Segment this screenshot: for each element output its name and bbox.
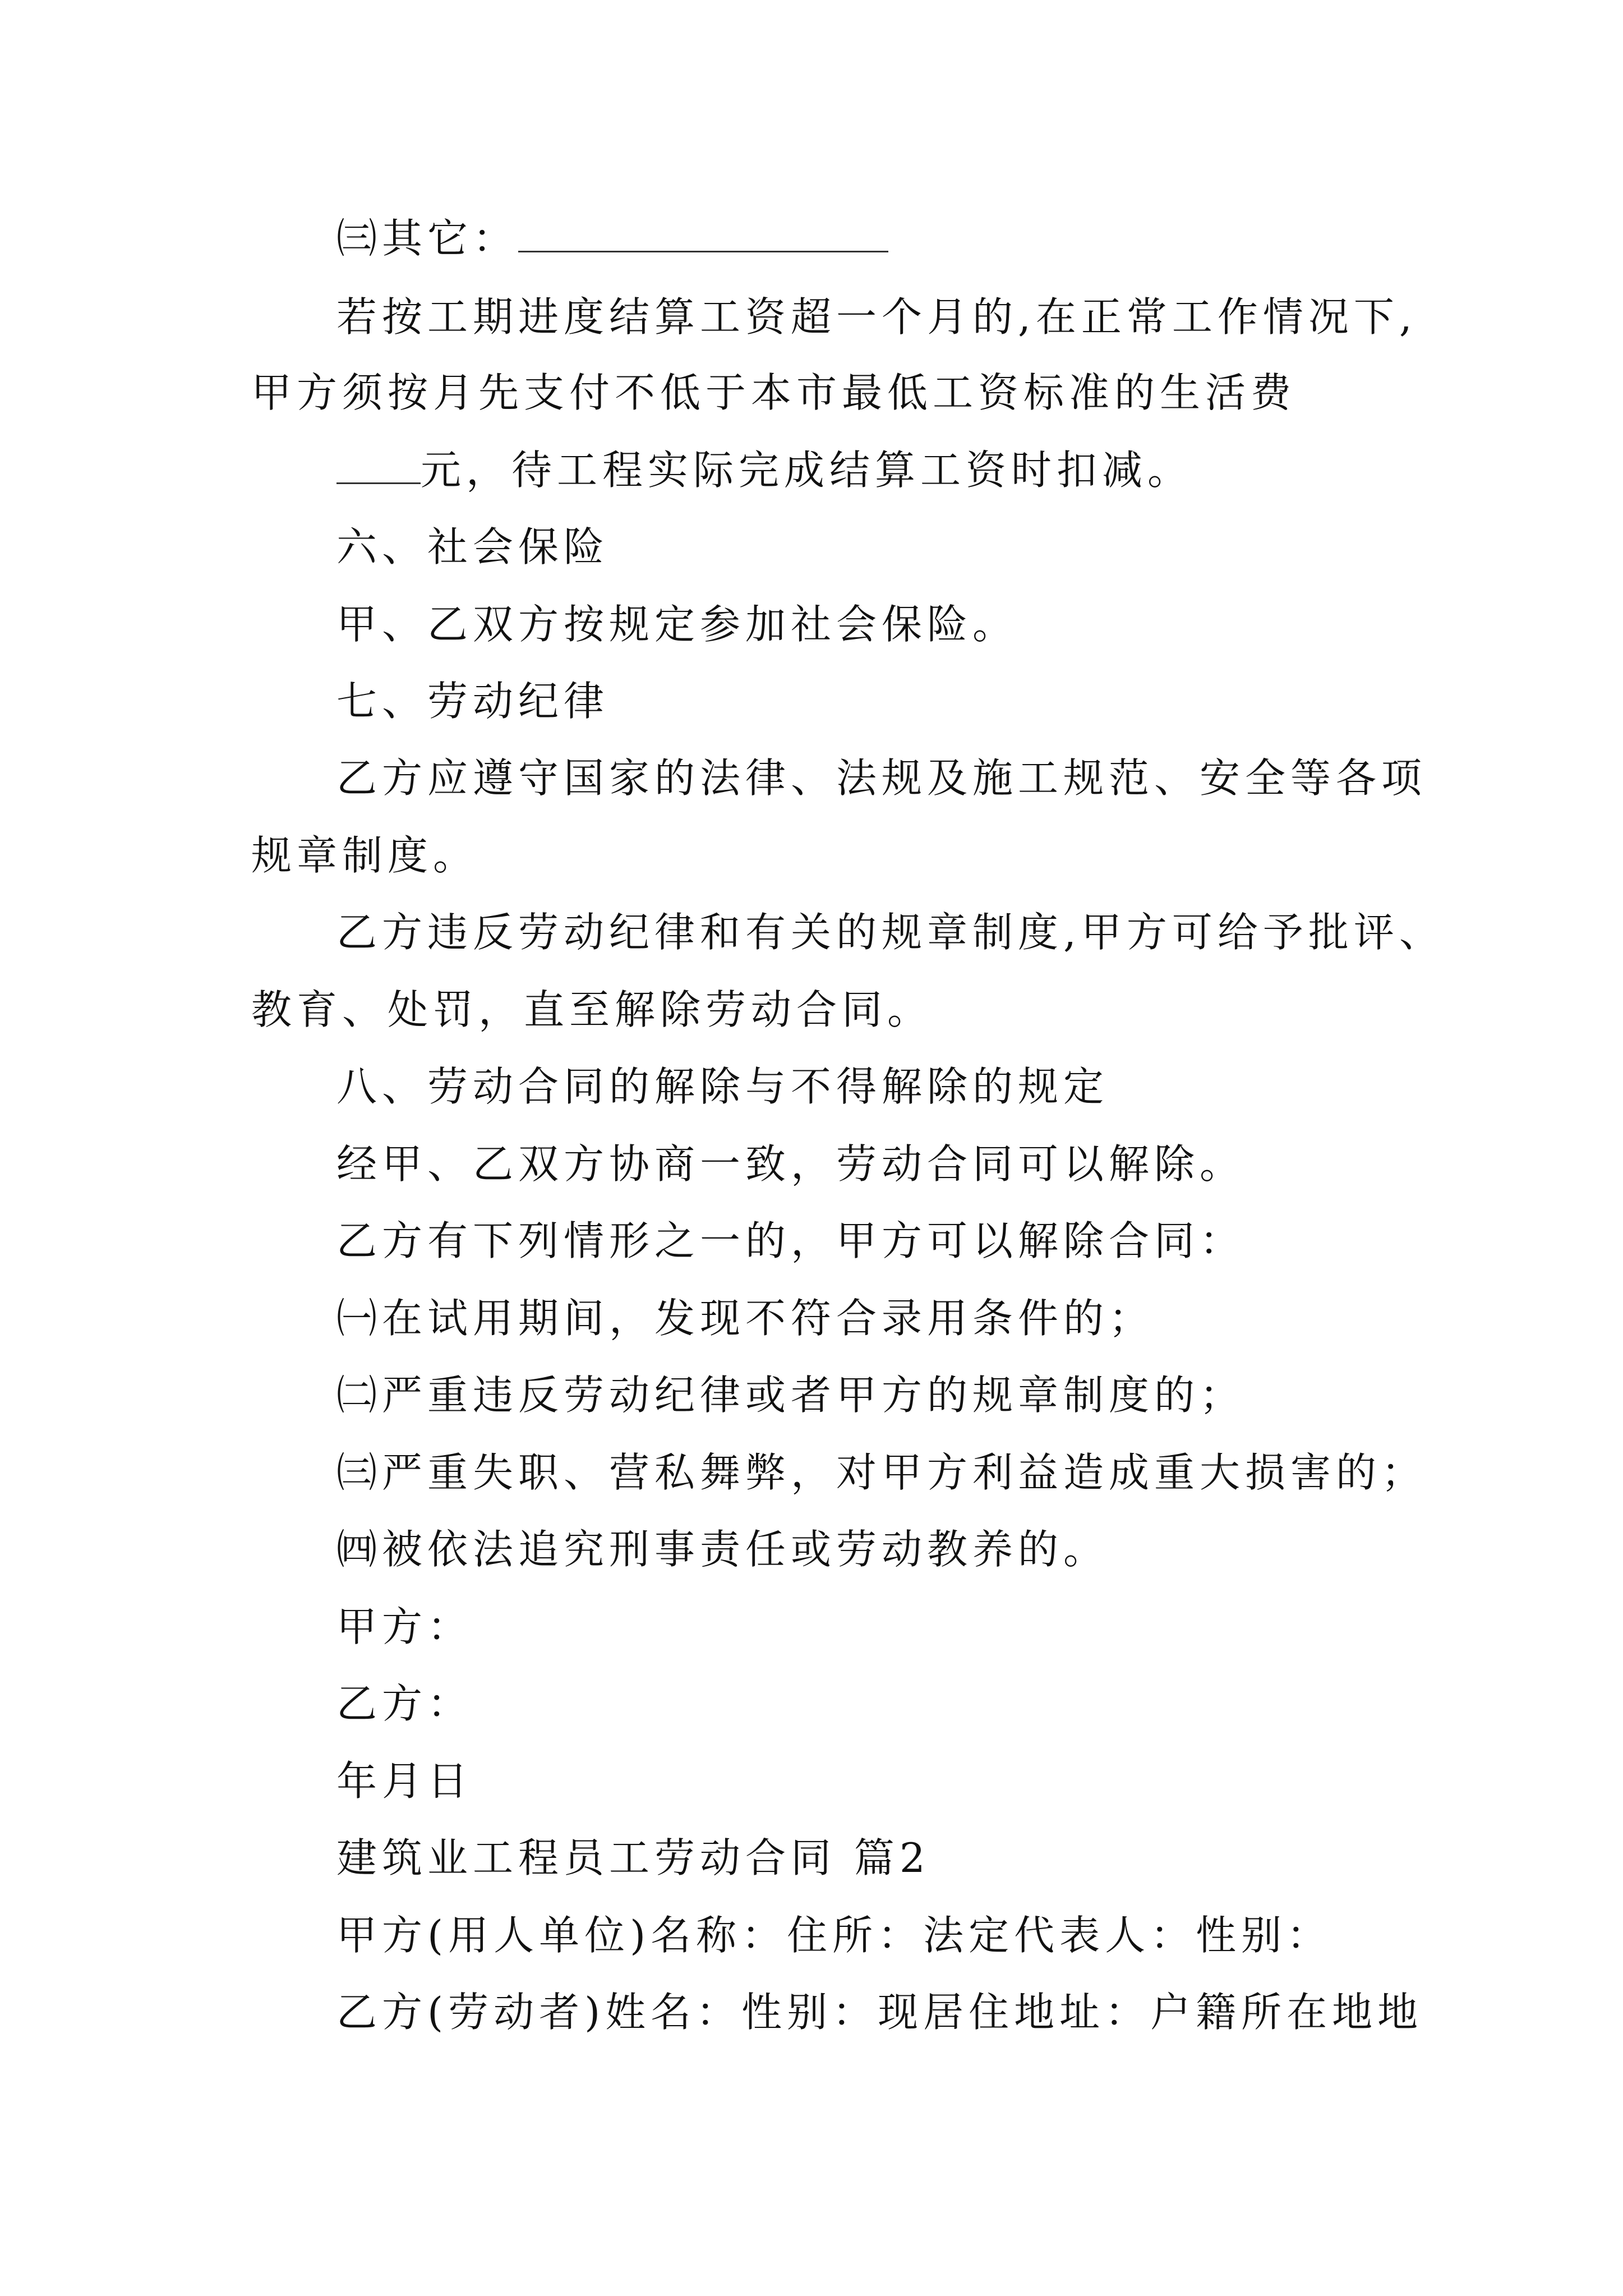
clause-other-text: ㈢其它： <box>336 215 519 262</box>
paragraph-line-amount <box>336 445 1193 495</box>
paragraph-line: 乙方有下列情形之一的，甲方可以解除合同： <box>336 1217 1246 1264</box>
paragraph-line: 教育、处罚，直至解除劳动合同。 <box>251 986 933 1033</box>
list-item: ㈠在试用期间，发现不符合录用条件的； <box>336 1295 1155 1342</box>
paragraph-line: 甲、乙双方按规定参加社会保险。 <box>336 601 1018 648</box>
list-item: ㈣被依法追究刑事责任或劳动教养的。 <box>336 1526 1109 1573</box>
paragraph-line: 乙方(劳动者)姓名：性别：现居住地址：户籍所在地地 <box>336 1989 1423 2036</box>
signature-party-a: 甲方： <box>336 1603 473 1650</box>
paragraph-line: 甲方(用人单位)名称：住所：法定代表人：性别： <box>336 1912 1332 1959</box>
signature-party-b: 乙方： <box>336 1680 473 1727</box>
paragraph-line: 规章制度。 <box>251 832 479 879</box>
contract-title-part-2: 建筑业工程员工劳动合同 篇2 <box>336 1834 930 1881</box>
list-item: ㈢严重失职、营私舞弊，对甲方利益造成重大损害的； <box>336 1449 1427 1496</box>
paragraph-line: 甲方须按月先支付不低于本市最低工资标准的生活费 <box>251 369 1297 416</box>
other-fill-blank <box>518 216 888 252</box>
paragraph-line: 乙方违反劳动纪律和有关的规章制度,甲方可给予批评、 <box>336 909 1445 956</box>
paragraph-line: 经甲、乙双方协商一致，劳动合同可以解除。 <box>336 1140 1246 1188</box>
amount-fill-blank <box>336 448 421 484</box>
paragraph-line: 若按工期进度结算工资超一个月的,在正常工作情况下, <box>336 293 1417 341</box>
paragraph-line: 乙方应遵守国家的法律、法规及施工规范、安全等各项 <box>336 754 1427 802</box>
section-heading-labor-discipline: 七、劳动纪律 <box>336 678 610 725</box>
signature-date: 年月日 <box>336 1757 473 1805</box>
section-heading-social-insurance: 六、社会保险 <box>336 523 610 570</box>
list-item: ㈡严重违反劳动纪律或者甲方的规章制度的； <box>336 1372 1246 1419</box>
amount-line-text: 元，待工程实际完成结算工资时扣减。 <box>421 447 1193 494</box>
clause-other <box>336 213 888 264</box>
section-heading-termination: 八、劳动合同的解除与不得解除的规定 <box>336 1063 1109 1110</box>
